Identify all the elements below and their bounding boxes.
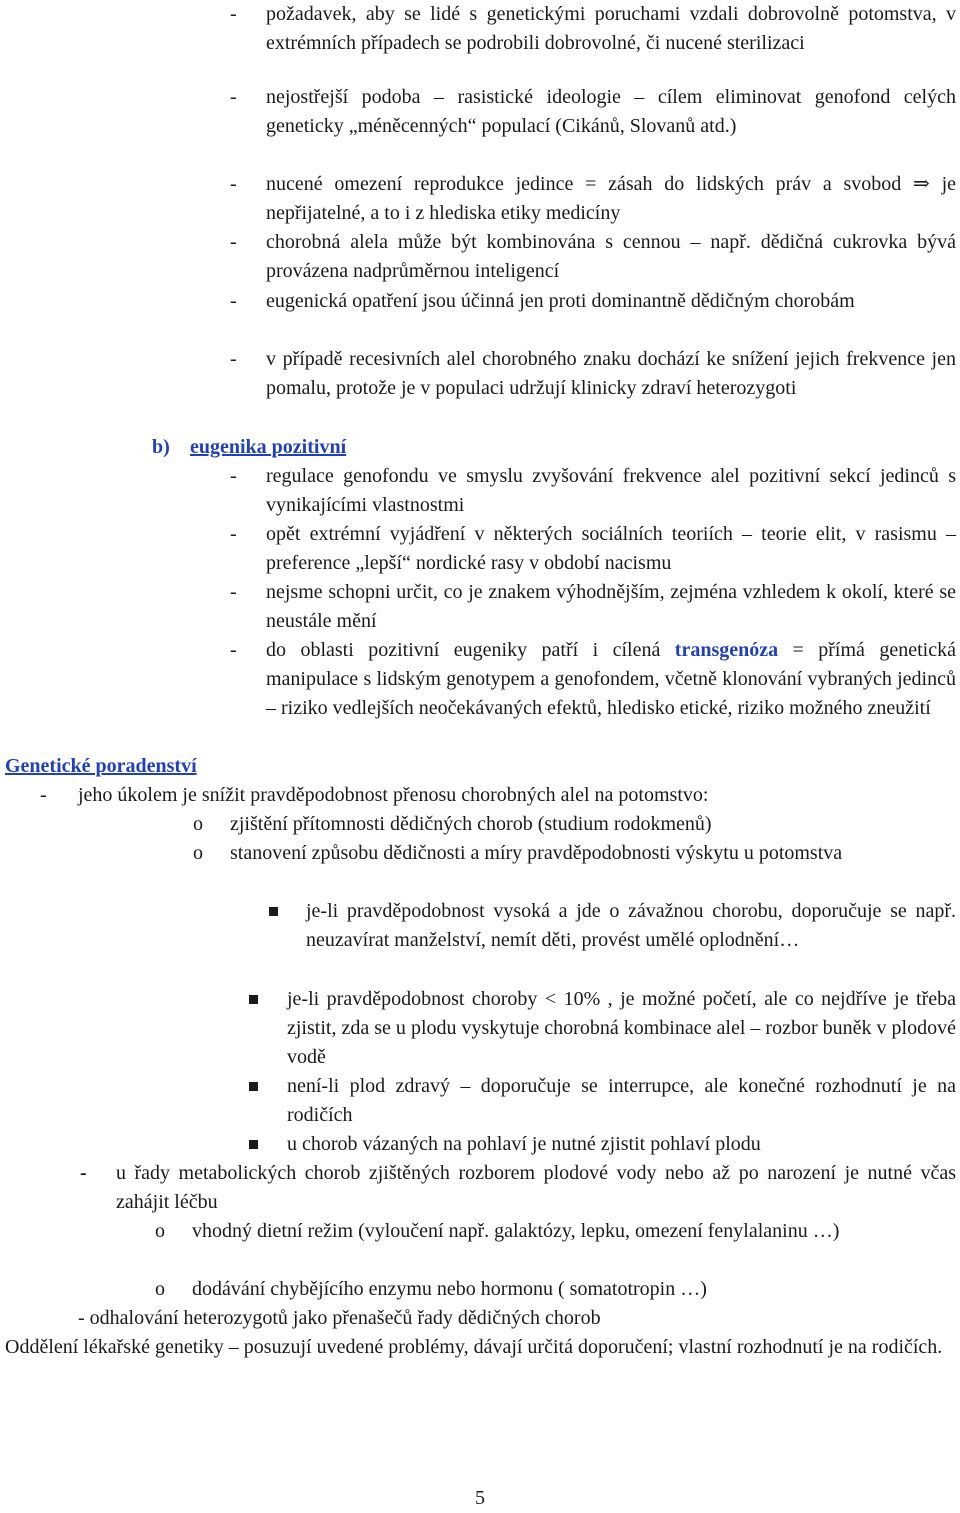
dash-marker: - [230, 3, 237, 25]
item-text-after: = přímá genetická manipulace s lidským genotypem a genofondem, včetně klonování vybraných jedinců – riziko vedlejších neočekávaných efektů, hledisko etické, riziko možného zneužití [266, 639, 956, 719]
heterozygotes-line: - odhalování heterozygotů jako přenašečů řady dědičných chorob [78, 1307, 601, 1329]
sub-list-item: dodávání chybějícího enzymu nebo hormonu ( somatotropin …) [192, 1278, 707, 1300]
sub-list-item: stanovení způsobu dědičnosti a míry pravděpodobnosti výskytu u potomstva [230, 842, 843, 864]
list-item: jeho úkolem je snížit pravděpodobnost přenosu chorobných alel na potomstvo: [78, 784, 709, 806]
item-text-before: do oblasti pozitivní eugeniky patří i cílená [266, 639, 675, 661]
list-item [266, 170, 956, 228]
dash-marker: - [80, 1162, 87, 1184]
square-bullet-icon [249, 995, 258, 1004]
dash-marker: - [230, 86, 237, 108]
sub-list-item: vhodný dietní režim (vyloučení např. galaktózy, lepku, omezení fenylalaninu …) [192, 1220, 840, 1242]
dash-marker: - [230, 173, 237, 195]
sub-sub-list-item: u chorob vázaných na pohlaví je nutné zjistit pohlaví plodu [287, 1133, 761, 1155]
section-heading: eugenika pozitivní [190, 436, 347, 458]
square-bullet-icon [269, 907, 278, 916]
section-label: b) [152, 436, 170, 458]
list-item: eugenická opatření jsou účinná jen proti dominantně dědičným chorobám [266, 290, 855, 312]
circle-marker: o [155, 1220, 165, 1242]
dash-marker: - [230, 581, 237, 603]
list-item [266, 636, 956, 723]
dash-marker: - [230, 348, 237, 370]
dash-marker: - [230, 465, 237, 487]
list-item: nejostřejší podoba – rasistické ideologie – cílem eliminovat genofond celých geneticky „méněcenných“ populací (Cikánů, Slovanů atd.) [266, 86, 956, 137]
item-text-after: je nepřijatelné, a to i z hlediska etiky medicíny [266, 173, 957, 224]
sub-sub-list-item: není-li plod zdravý – doporučuje se interrupce, ale konečné rozhodnutí je na rodičích [287, 1075, 956, 1126]
list-item: nejsme schopni určit, co je znakem výhodnějším, zejména vzhledem k okolí, které se neustále mění [266, 581, 956, 632]
department-paragraph: Oddělení lékařské genetiky – posuzují uvedené problémy, dávají určitá doporučení; vlastní rozhodnutí je na rodičích. [5, 1336, 943, 1358]
list-item: opět extrémní vyjádření v některých sociálních teoriích – teorie elit, v rasismu – preference „lepší“ nordické rasy v období nacismu [266, 523, 956, 574]
highlighted-term: transgenóza [674, 639, 779, 661]
dash-marker: - [230, 231, 237, 253]
sub-sub-list-item: je-li pravděpodobnost choroby < 10% , je možné početí, ale co nejdříve je třeba zjistit, zda se u plodu vyskytuje chorobná kombinace alel – rozbor buněk v plodové vodě [287, 988, 956, 1068]
item-text-before: nucené omezení reprodukce jedince = zásah do lidských práv a svobod [266, 173, 914, 195]
sub-list-item: zjištění přítomnosti dědičných chorob (studium rodokmenů) [230, 813, 712, 835]
square-bullet-icon [249, 1140, 258, 1149]
counseling-heading: Genetické poradenství [5, 755, 197, 777]
list-item: u řady metabolických chorob zjištěných rozborem plodové vody nebo až po narození je nutné včas zahájit léčbu [116, 1162, 956, 1213]
dash-marker: - [230, 639, 237, 661]
circle-marker: o [155, 1278, 165, 1300]
circle-marker: o [193, 813, 203, 835]
dash-marker: - [230, 523, 237, 545]
list-item: požadavek, aby se lidé s genetickými poruchami vzdali dobrovolně potomstva, v extrémních případech se podrobili dobrovolné, či nucené sterilizaci [266, 3, 956, 54]
page-number: 5 [475, 1487, 485, 1509]
square-bullet-icon [249, 1082, 258, 1091]
list-item: regulace genofondu ve smyslu zvyšování frekvence alel pozitivní sekcí jedinců s vynikajícími vlastnostmi [266, 465, 956, 516]
dash-marker: - [230, 290, 237, 312]
implies-arrow-icon: ⇒ [913, 173, 930, 195]
list-item: v případě recesivních alel chorobného znaku dochází ke snížení jejich frekvence jen pomalu, protože je v populaci udržují klinicky zdraví heterozygoti [266, 348, 956, 399]
list-item: chorobná alela může být kombinována s cennou – např. dědičná cukrovka bývá provázena nadprůměrnou inteligencí [266, 231, 956, 282]
sub-sub-list-item: je-li pravděpodobnost vysoká a jde o závažnou chorobu, doporučuje se např. neuzavírat manželství, nemít děti, provést umělé oplodnění… [306, 900, 956, 951]
circle-marker: o [193, 842, 203, 864]
dash-marker: - [40, 784, 47, 806]
